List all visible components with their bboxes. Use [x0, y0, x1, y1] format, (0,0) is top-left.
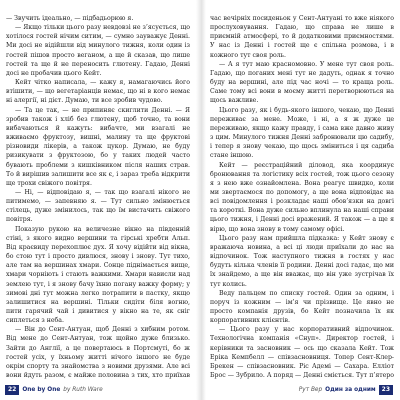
right-page-text — [210, 14, 394, 380]
right-page — [204, 0, 400, 400]
paragraph: Цього разу, як і будь-якого іншого, чекаю, що Денні переживає за мене. Може, і ні, а я ж дуже це переживаю, якщо кажу правду, і сама вже давно живу з цим. Минулого тижня Денні забронювали цю садибу, і тепер я знову чекаю, що щось зміниться і ця садиба стане іншою. — [210, 106, 394, 160]
left-page — [0, 0, 196, 400]
paragraph: Кейт чітко написала, — кажу я, намагаючись його втішити, — що вегетаріанців немає, що ні в кого немає ні алергії, ні дієт. Думаю, ти все зробив чудово. — [6, 79, 190, 105]
left-page-footer — [2, 385, 106, 395]
page-number: 22 — [5, 385, 19, 395]
running-author: Рут Вер — [298, 387, 323, 393]
left-page-text — [6, 14, 190, 380]
right-page-footer — [299, 385, 396, 395]
paragraph: — Ні, — відповідаю я, — так що взагалі нікого не питимемо, — запевняю я. — Тут сильно змінюється стілець, дуже змінилось, так що їм вистачить свіжого повітря. — [6, 188, 190, 224]
paragraph: — Якщо тільки цього разу невдовзі не з’ясується, що хотілося гостей нічим ситим, — сумно зауважує Денні. Ми досі не відійшли від минулого тижня, коли один із гостей пішов просто веганом, а ще й сказав, що лише гостей та ще й не переносить глютену. Гадаю, Денні досі не пробачив цього Кейт. — [6, 24, 190, 77]
running-title: Один за одним — [325, 387, 376, 393]
paragraph: — А я тут маю красномовно. У мене тут своя роль. Гадаю, що поганих мені тут не дадуть, однак я точно буду на вершині, але під час ночі — то краща роль. Саме тому всі вони в моєму житті перетворюються на щось важливе. — [210, 60, 394, 105]
paragraph: — Він до Сент-Антуан, щоб Денні з хибним ротом. Від мене до Сент-Антуан, тож щойно дуже близько. Зайти до Англії, а це повертаюсь в Портсмуті, бо ж гостей усіх, у їхньому житті нічого іншого не буде окрім спорту та знайомства з новими друзями. Але всі вони йдуть разом, є майже половина з тих, хто приїхав — [6, 326, 190, 380]
paragraph: — Звучить ідеально, — підбадьорюю я. — [6, 15, 134, 22]
paragraph: Кейт — реєстраційний діловод, яка координує бронювання та логістику всіх гостей, тож цього сезону я з нею вже ознайомлена. Вона реагує швидко, коли ми звертаємося по допомогу, а ще вона відповідає на всі повідомлення і розкладає наші обов’язки на довгі та короткі. Вона дуже сильно вплинула на наші справи цього тижня, і Денні досі вражений. Я також — а ще я вірю, що вона знову в тому самому офісі. — [210, 161, 394, 233]
paragraph: час вечірніх посиденьок у Сент-Антуані то вже ніякого прослуховування. Гадаю, що справа не лише в приємній атмосфері, то й додатковими приємностями. У нас із Денні і гостей ще є спільна розмова, і в кожного тут своя роль. — [210, 15, 394, 59]
paragraph: Веду пальцем по списку гостей. Один за одним, і поруч із кожним — ім’я чи прізвище. Це явно не просто компанія друзів, бо Кейт позначила їх як корпоративних клієнтів. — [210, 289, 394, 325]
paragraph: Цього разу нам прийшла підказка: у Кейт знову є вражаюча новина, а всі ці люди приїхали до нас на відпочинок. Тож наступного тижня в гостях у нас будуть кілька членів її родини. Денні досі гадає, що ми їх знайдемо, а ще він вважає, що він уже зустрічав їх тут колись. — [210, 234, 394, 288]
running-title: One by One — [22, 387, 61, 393]
paragraph: — Та це так, — не припиняє скиглити Денні. — Я зробив також і хліб без глютену, щоб точно, та вони вибачаються й кажуть: вибачте, ми взагалі не вживаємо фруктозу, вишні, малину та ще фруктові різновиди лікерів, а також цукор. Думаю, не буду ризикувати з фруктозою, бо у таких людей часто бувають проблеми з кишківником після наших страв. То й вирішив залишити все як є, і зараз треба відкрити ще трохи свіжого повітря. — [6, 106, 190, 187]
running-author: Ruth Ware — [72, 387, 103, 393]
paragraph: — Цього разу у нас корпоративний відпочинок. Технологічна компанія «Снуп». Директор гостей, і керівники та засновник — ось що сказала Кейт. Тож Еріка Кемпбелл — співзасновниця. Топер Сент-Клер-Брекен — співзасновник. Ріс Адемі — Сахара. Елліот Брос — Зубрило. А поряд — Денні сміється. Тут п’ятеро — [210, 326, 394, 380]
paragraph: Показую рукою на величезне вікно на південній стіні, з якого видно вершини та гірські хребти Альп. Від краєвиду перехоплює дух. Я хочу відійти від вікна, бо стою тут і просто дивлюся, знову і знову. Тут тихо, але там на вершинах хмари. Сонце піднімається вище, хмари чорніють і стають важкими. Хмари нависли над землею тут, і я знову бачу їхню погану важку форму; у зимові дні тут можна легко потрапити в пастку, якщо залишитися на вершині. Тільки сидіти біля вогню, пити гарячий чай і дивитися у вікно на те, як сніг сиплеться з неба. — [6, 225, 190, 325]
page-number: 23 — [379, 385, 393, 395]
running-by: by — [63, 387, 71, 393]
